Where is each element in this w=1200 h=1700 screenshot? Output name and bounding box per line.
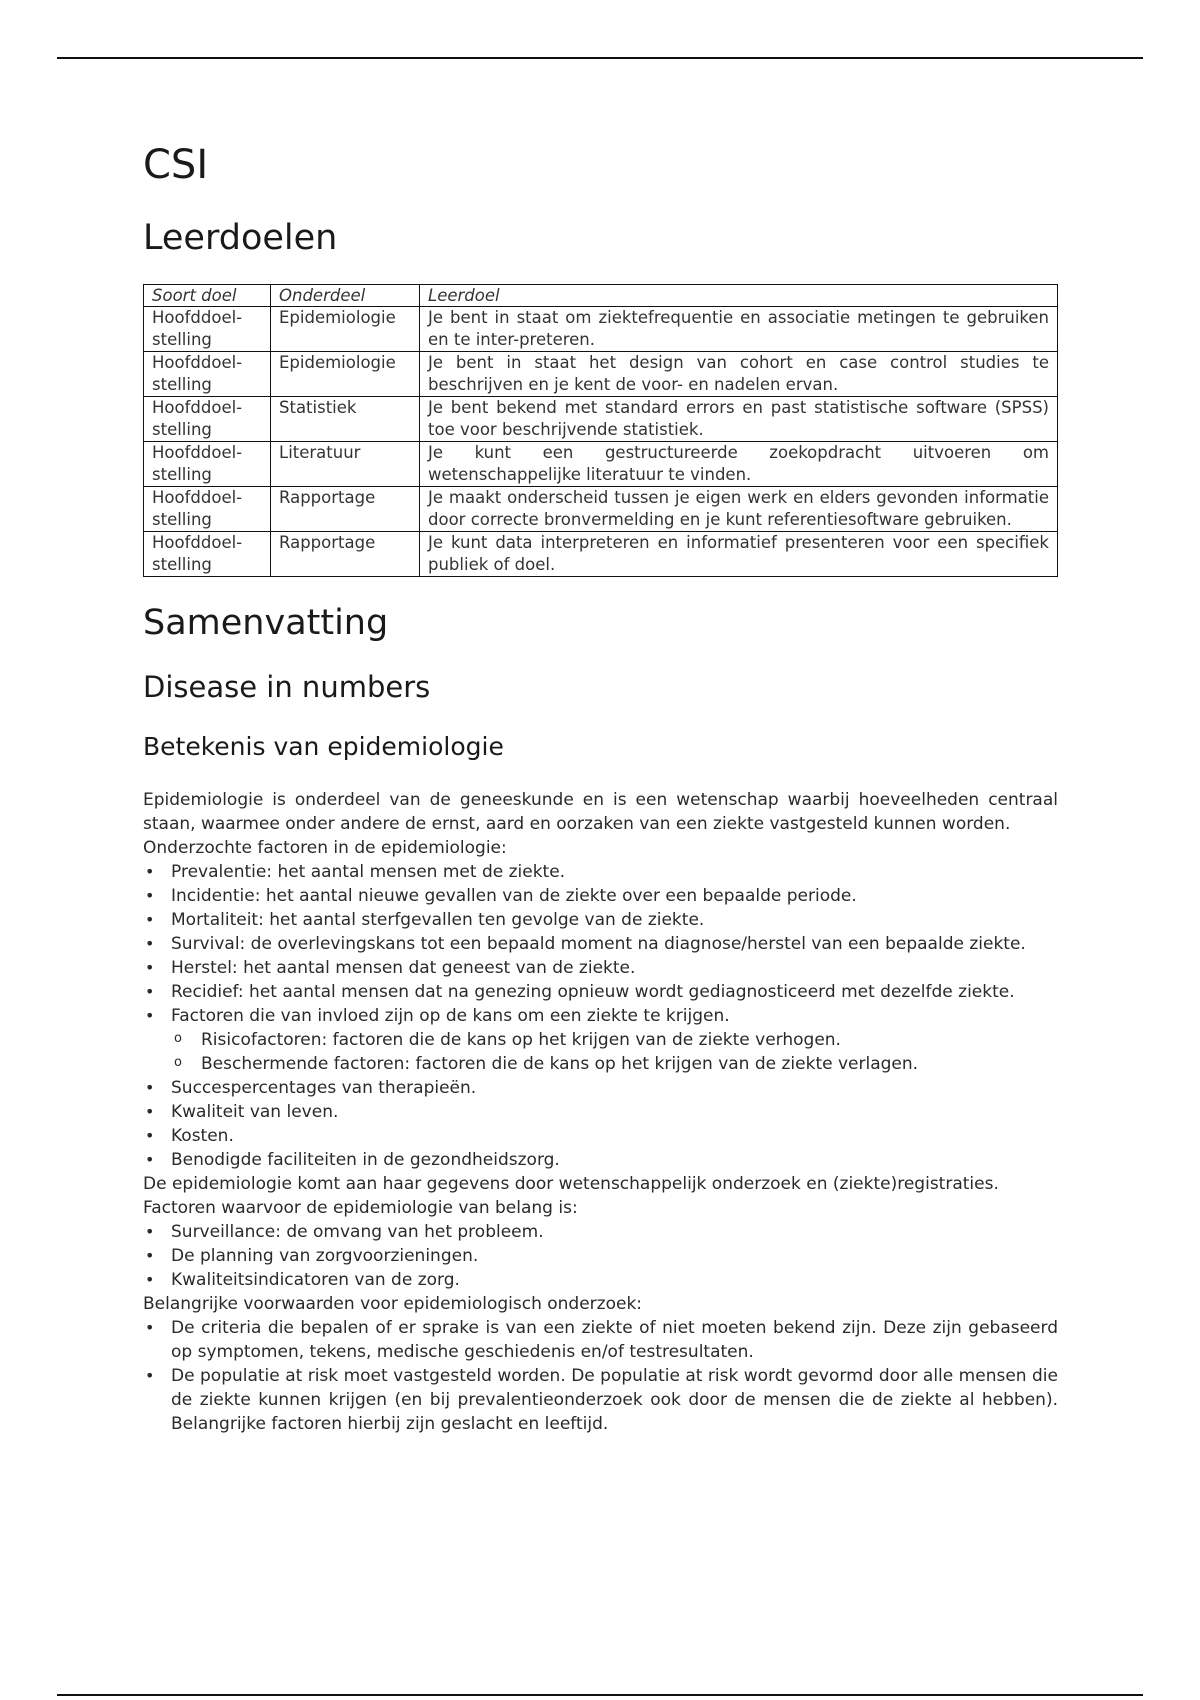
table-header-cell: Leerdoel [420, 285, 1058, 307]
list-item [143, 1004, 1058, 1076]
factors-intro: Onderzochte factoren in de epidemiologie: [143, 838, 507, 858]
table-row [144, 397, 1058, 442]
heading-samenvatting: Samenvatting [143, 603, 389, 643]
heading-leerdoelen: Leerdoelen [143, 218, 338, 258]
heading-disease-in-numbers: Disease in numbers [143, 670, 431, 704]
table-cell-soort: Hoofddoel-stelling [144, 487, 271, 532]
table-cell-leerdoel: Je bent in staat het design van cohort en case control studies te beschrijven en je kent de voor- en nadelen ervan. [420, 352, 1058, 397]
table-cell-soort: Hoofddoel-stelling [144, 397, 271, 442]
table-cell-onderdeel: Epidemiologie [271, 352, 420, 397]
list-item: • Surveillance: de omvang van het probleem. [143, 1220, 1058, 1244]
document-title: CSI [143, 142, 209, 188]
footer-rule [57, 1694, 1143, 1696]
list-item: • Herstel: het aantal mensen dat geneest van de ziekte. [143, 956, 1058, 980]
factors-list [143, 860, 1058, 1172]
table-cell-onderdeel: Rapportage [271, 487, 420, 532]
table-row [144, 352, 1058, 397]
list-item: • Kwaliteit van leven. [143, 1100, 1058, 1124]
sub-list-item: o Beschermende factoren: factoren die de kans op het krijgen van de ziekte verlagen. [171, 1052, 1058, 1076]
document-content [143, 140, 1058, 1436]
table-cell-leerdoel: Je maakt onderscheid tussen je eigen werk en elders gevonden informatie door correcte bronvermelding en je kunt referentiesoftware gebruiken. [420, 487, 1058, 532]
learning-goals-table [143, 284, 1058, 577]
conditions-intro: Belangrijke voorwaarden voor epidemiologisch onderzoek: [143, 1294, 643, 1314]
table-cell-soort: Hoofddoel-stelling [144, 352, 271, 397]
table-cell-soort: Hoofddoel-stelling [144, 307, 271, 352]
list-item: • Mortaliteit: het aantal sterfgevallen ten gevolge van de ziekte. [143, 908, 1058, 932]
list-item: • Kosten. [143, 1124, 1058, 1148]
table-cell-onderdeel: Rapportage [271, 532, 420, 577]
table-row [144, 487, 1058, 532]
table-cell-onderdeel: Statistiek [271, 397, 420, 442]
table-header-row [144, 285, 1058, 307]
list-item: • De populatie at risk moet vastgesteld worden. De populatie at risk wordt gevormd door alle mensen die de ziekte kunnen krijgen (en bij prevalentieonderzoek ook door de mensen die de ziekte al hebben). Belangrijke factoren hierbij zijn geslacht en leeftijd. [143, 1364, 1058, 1436]
conditions-list [143, 1316, 1058, 1436]
list-item: • De criteria die bepalen of er sprake is van een ziekte of niet moeten bekend zijn. Deze zijn gebaseerd op symptomen, tekens, medische geschiedenis en/of testresultaten. [143, 1316, 1058, 1364]
importance-intro: Factoren waarvoor de epidemiologie van belang is: [143, 1198, 578, 1218]
list-item: • De planning van zorgvoorzieningen. [143, 1244, 1058, 1268]
sub-list-item: o Risicofactoren: factoren die de kans op het krijgen van de ziekte verhogen. [171, 1028, 1058, 1052]
header-rule [57, 57, 1143, 59]
table-cell-leerdoel: Je bent in staat om ziektefrequentie en associatie metingen te gebruiken en te inter-preteren. [420, 307, 1058, 352]
data-sentence: De epidemiologie komt aan haar gegevens door wetenschappelijk onderzoek en (ziekte)registraties. [143, 1174, 999, 1194]
table-row [144, 307, 1058, 352]
table-row [144, 442, 1058, 487]
table-cell-onderdeel: Literatuur [271, 442, 420, 487]
subfactors-list [171, 1028, 1058, 1076]
list-item: • Prevalentie: het aantal mensen met de ziekte. [143, 860, 1058, 884]
table-cell-leerdoel: Je kunt data interpreteren en informatief presenteren voor een specifiek publiek of doel. [420, 532, 1058, 577]
table-header-cell: Soort doel [144, 285, 271, 307]
importance-list [143, 1220, 1058, 1292]
list-item: • Recidief: het aantal mensen dat na genezing opnieuw wordt gediagnosticeerd met dezelfde ziekte. [143, 980, 1058, 1004]
list-item: • Survival: de overlevingskans tot een bepaald moment na diagnose/herstel van een bepaalde ziekte. [143, 932, 1058, 956]
table-row [144, 532, 1058, 577]
list-item: • Kwaliteitsindicatoren van de zorg. [143, 1268, 1058, 1292]
list-item: • Incidentie: het aantal nieuwe gevallen van de ziekte over een bepaalde periode. [143, 884, 1058, 908]
table-cell-leerdoel: Je bent bekend met standard errors en past statistische software (SPSS) toe voor beschrijvende statistiek. [420, 397, 1058, 442]
list-item: • Succespercentages van therapieën. [143, 1076, 1058, 1100]
heading-betekenis: Betekenis van epidemiologie [143, 732, 504, 761]
table-cell-soort: Hoofddoel-stelling [144, 532, 271, 577]
list-item: • Benodigde faciliteiten in de gezondheidszorg. [143, 1148, 1058, 1172]
intro-paragraph: Epidemiologie is onderdeel van de geneeskunde en is een wetenschap waarbij hoeveelheden centraal staan, waarmee onder andere de ernst, aard en oorzaken van een ziekte vastgesteld kunnen worden. [143, 790, 1058, 834]
list-item-text: Factoren die van invloed zijn op de kans om een ziekte te krijgen. [171, 1006, 730, 1026]
table-header-cell: Onderdeel [271, 285, 420, 307]
table-cell-onderdeel: Epidemiologie [271, 307, 420, 352]
body-text [143, 788, 1058, 1436]
table-cell-soort: Hoofddoel-stelling [144, 442, 271, 487]
table-cell-leerdoel: Je kunt een gestructureerde zoekopdracht uitvoeren om wetenschappelijke literatuur te vinden. [420, 442, 1058, 487]
